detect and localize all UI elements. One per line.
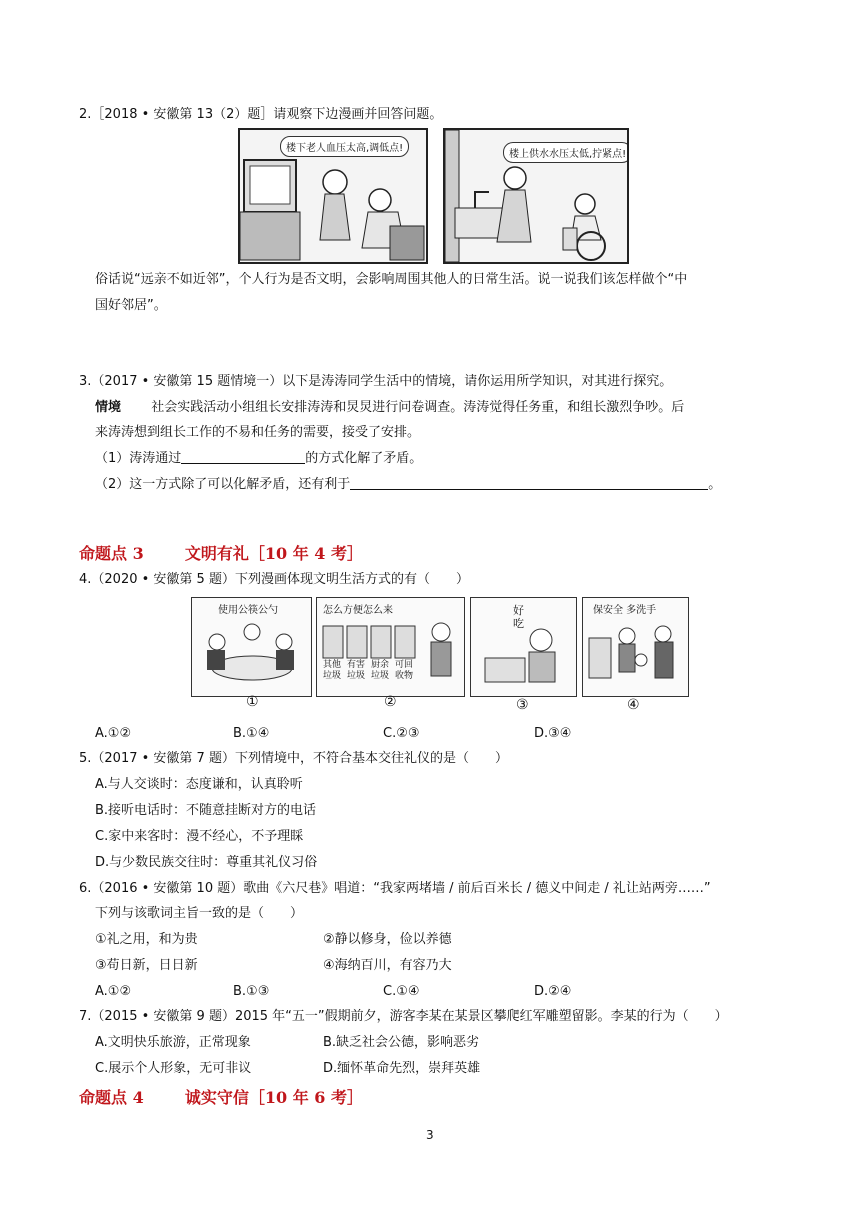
panel3-caption-b: 吃	[513, 617, 524, 630]
q4-option-b[interactable]: B.①④	[233, 726, 270, 741]
q4-option-d[interactable]: D.③④	[534, 726, 572, 741]
section4-title: 诚实守信［10 年 6 考］	[184, 1088, 363, 1107]
panel2-bin-4-top: 可回	[395, 660, 414, 670]
comic-left	[238, 128, 428, 264]
q3-sub1-suffix: 的方式化解了矛盾。	[305, 451, 423, 466]
q3-scenario-line2: 来涛涛想到组长工作的不易和任务的需要，接受了安排。	[95, 425, 421, 440]
q7-title: 7.（2015 • 安徽第 9 题）2015 年“五一”假期前夕，游客李某在某景区攀爬红军雕塑留影。李某的行为（ ）	[79, 1009, 728, 1024]
section3-title: 文明有礼［10 年 4 考］	[184, 544, 363, 563]
panel1-caption: 使用公筷公勺	[218, 605, 278, 616]
q2-text-line1: 俗话说“远亲不如近邻”，个人行为是否文明，会影响周围其他人的日常生活。说一说我们该怎样做个“中	[95, 272, 688, 287]
q5-option-c[interactable]: C.家中来客时：漫不经心，不予理睬	[95, 829, 304, 844]
panel2-bin-label-4	[395, 660, 413, 682]
q6-item-3: ③苟日新，日日新	[95, 958, 198, 973]
q5-title: 5.（2017 • 安徽第 7 题）下列情境中，不符合基本交往礼仪的是（ ）	[79, 751, 508, 766]
q3-sub1-blank[interactable]	[181, 449, 305, 464]
q6-option-d[interactable]: D.②④	[534, 984, 572, 999]
q4-marker-3: ③	[516, 697, 529, 713]
q6-item-1: ①礼之用，和为贵	[95, 932, 198, 947]
q4-panel-4	[582, 597, 689, 697]
panel3-caption	[513, 604, 524, 630]
q3-sub2-suffix: 。	[708, 477, 722, 492]
q7-option-a[interactable]: A.文明快乐旅游，正常现象	[95, 1035, 251, 1050]
q6-option-a[interactable]: A.①②	[95, 984, 132, 999]
panel2-bin-1-top: 其他	[323, 660, 342, 670]
q4-option-c[interactable]: C.②③	[383, 726, 420, 741]
q2-text-line2: 国好邻居”。	[95, 298, 167, 313]
section4-label: 命题点 4	[79, 1088, 144, 1107]
q6-item-2: ②静以修身，俭以养德	[323, 932, 452, 947]
page-number: 3	[426, 1128, 434, 1142]
q4-panel-3	[470, 597, 577, 697]
q6-option-b[interactable]: B.①③	[233, 984, 270, 999]
q5-option-b[interactable]: B.接听电话时：不随意挂断对方的电话	[95, 803, 317, 818]
panel3-caption-a: 好	[513, 604, 524, 617]
q4-marker-2: ②	[384, 694, 397, 710]
q3-scenario-label: 情境	[95, 400, 122, 415]
panel4-caption: 保安全 多洗手	[593, 605, 657, 616]
q3-scenario-text1: 社会实践活动小组组长安排涛涛和炅炅进行问卷调查。涛涛觉得任务重，和组长激烈争吵。后	[151, 400, 685, 415]
panel2-bin-4-bottom: 收物	[395, 671, 414, 681]
q2-title: 2.［2018 • 安徽第 13（2）题］请观察下边漫画并回答问题。	[79, 107, 443, 122]
comic-right-bubble: 楼上供水水压太低,拧紧点!	[503, 142, 629, 163]
comic-right	[443, 128, 629, 264]
panel2-bin-label-2	[347, 660, 365, 682]
q3-sub2-blank[interactable]	[350, 475, 708, 490]
q7-option-d[interactable]: D.缅怀革命先烈，崇拜英雄	[323, 1061, 481, 1076]
q4-marker-1: ①	[246, 694, 259, 710]
q6-subtitle: 下列与该歌词主旨一致的是（ ）	[95, 906, 304, 921]
q3-sub1-prefix: （1）涛涛通过	[95, 451, 182, 466]
q3-scenario-line1	[95, 398, 684, 418]
panel2-bin-label-1	[323, 660, 341, 682]
q6-option-c[interactable]: C.①④	[383, 984, 420, 999]
q3-sub1	[95, 449, 422, 469]
section4-heading	[79, 1085, 363, 1108]
panel2-bin-3-bottom: 垃圾	[371, 671, 390, 681]
panel2-caption: 怎么方便怎么来	[323, 605, 393, 616]
q4-title: 4.（2020 • 安徽第 5 题）下列漫画体现文明生活方式的有（ ）	[79, 572, 469, 587]
q3-sub2	[95, 475, 721, 495]
section3-heading	[79, 541, 363, 564]
q4-marker-4: ④	[627, 697, 640, 713]
q5-option-d[interactable]: D.与少数民族交往时：尊重其礼仪习俗	[95, 855, 318, 870]
panel2-bin-label-3	[371, 660, 389, 682]
panel2-bin-1-bottom: 垃圾	[323, 671, 342, 681]
q6-item-4: ④海纳百川，有容乃大	[323, 958, 452, 973]
q3-title: 3.（2017 • 安徽第 15 题情境一）以下是涛涛同学生活中的情境，请你运用所学知识，对其进行探究。	[79, 374, 673, 389]
q4-panel-1	[191, 597, 312, 697]
q4-panel-2	[316, 597, 465, 697]
q5-option-a[interactable]: A.与人交谈时：态度谦和，认真聆听	[95, 777, 303, 792]
section3-label: 命题点 3	[79, 544, 144, 563]
comic-left-bubble: 楼下老人血压太高,调低点!	[280, 136, 409, 157]
panel2-bin-2-top: 有害	[347, 660, 366, 670]
q7-option-c[interactable]: C.展示个人形象，无可非议	[95, 1061, 252, 1076]
q4-option-a[interactable]: A.①②	[95, 726, 132, 741]
q3-sub2-prefix: （2）这一方式除了可以化解矛盾，还有利于	[95, 477, 351, 492]
q7-option-b[interactable]: B.缺乏社会公德，影响恶劣	[323, 1035, 480, 1050]
q6-title: 6.（2016 • 安徽第 10 题）歌曲《六尺巷》唱道：“我家两堵墙 / 前后百米长 / 德义中间走 / 礼让站两旁……”	[79, 881, 711, 896]
panel2-bin-3-top: 厨余	[371, 660, 390, 670]
panel2-bin-2-bottom: 垃圾	[347, 671, 366, 681]
